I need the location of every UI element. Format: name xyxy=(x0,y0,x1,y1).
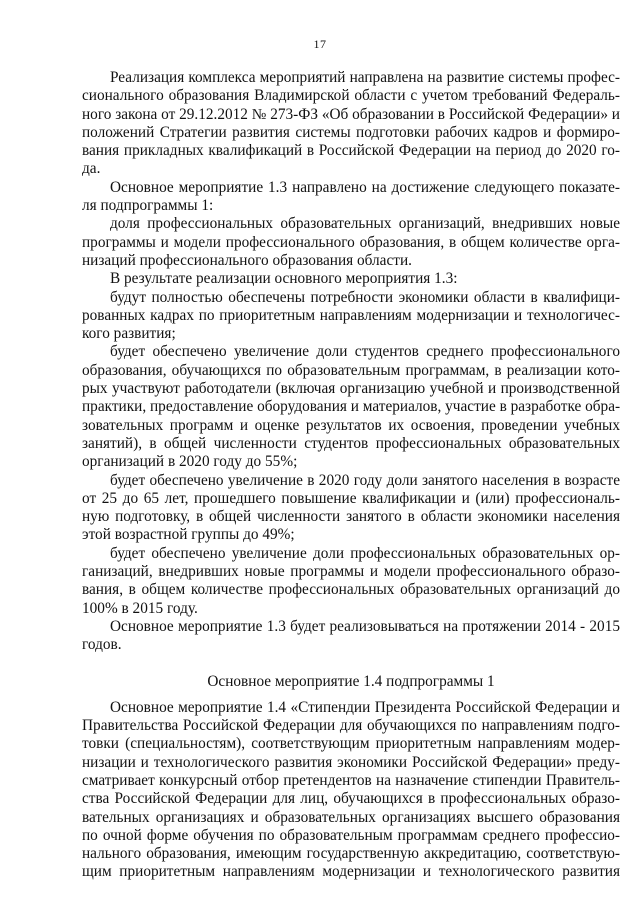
text-line: годов. xyxy=(82,636,122,654)
text-line: вания, в общем количестве профессиональных образовательных организаций до xyxy=(82,581,620,599)
paragraph xyxy=(82,343,620,471)
text-line: программы и модели профессионального образования, в общем количестве орга- xyxy=(82,233,620,251)
text-line: Основное мероприятие 1.4 «Стипендии Президента Российской Федерации и xyxy=(110,698,620,716)
text-line: низаций профессионального образования области. xyxy=(82,251,412,269)
text-line: по очной форме обучения по образовательным программам среднего профессио- xyxy=(82,826,620,844)
text-line: В результате реализации основного мероприятия 1.3: xyxy=(110,270,458,288)
text-line: ганизаций, внедривших новые программы и модели профессионального образо- xyxy=(82,563,620,581)
text-line: ля подпрограммы 1: xyxy=(82,197,214,215)
text-line: Основное мероприятие 1.3 будет реализовываться на протяжении 2014 - 2015 xyxy=(110,617,620,635)
text-line: этой возрастной группы до 49%; xyxy=(82,526,295,544)
text-line: ного закона от 29.12.2012 № 273-ФЗ «Об образовании в Российской Федерации» и xyxy=(82,105,620,123)
text-line: будет обеспечено увеличение доли профессиональных образовательных ор- xyxy=(110,544,620,562)
text-line: Основное мероприятие 1.3 направлено на достижение следующего показате- xyxy=(110,178,620,196)
text-line: щим приоритетным направлениям модернизации и технологического развития xyxy=(82,863,620,881)
text-line: Правительства Российской Федерации для обучающихся по направлениям подго- xyxy=(82,717,620,735)
text-line: сионального образования Владимирской области с учетом требований Федераль- xyxy=(82,87,620,105)
text-line: рованных кадрах по приоритетным направлениям модернизации и технологичес- xyxy=(82,306,620,324)
text-line: да. xyxy=(82,160,101,178)
text-line: зовательных программ и оценке результатов их освоения, проведении учебных xyxy=(82,416,620,434)
section-heading: Основное мероприятие 1.4 подпрограммы 1 xyxy=(207,672,495,690)
text-line: низации и технологического развития экономики Российской Федерации» преду- xyxy=(82,753,620,771)
text-line: практики, предоставление оборудования и материалов, участие в разработке обра- xyxy=(82,398,621,416)
paragraph xyxy=(82,545,620,618)
paragraph xyxy=(82,618,620,655)
text-line: нального образования, имеющим государственную аккредитацию, соответствую- xyxy=(82,845,620,863)
spacer xyxy=(82,655,620,673)
text-line: кого развития; xyxy=(82,325,176,343)
document-body xyxy=(82,69,620,882)
text-line: образования, обучающихся по образовательным программам, в реализации кото- xyxy=(82,361,620,379)
paragraph xyxy=(82,699,620,882)
paragraph xyxy=(82,179,620,216)
text-line: сматривает конкурсный отбор претендентов на назначение стипендии Правитель- xyxy=(82,771,620,789)
text-line: положений Стратегии развития системы подготовки рабочих кадров и формиро- xyxy=(82,123,620,141)
spacer xyxy=(82,691,620,699)
text-line: будут полностью обеспечены потребности экономики области в квалифици- xyxy=(110,288,620,306)
text-line: доля профессиональных образовательных организаций, внедривших новые xyxy=(110,215,620,233)
text-line: занятий), в общей численности студентов профессиональных образовательных xyxy=(82,434,620,452)
paragraph xyxy=(82,215,620,270)
text-line: Реализация комплекса мероприятий направлена на развитие системы профес- xyxy=(110,69,620,86)
text-line: ства Российской Федерации для лиц, обучающихся в профессиональных образо- xyxy=(82,790,620,808)
text-line: товки (специальностям), соответствующим приоритетным направлениям модер- xyxy=(82,735,620,753)
text-line: 100% в 2015 году. xyxy=(82,599,198,617)
text-line: вательных организациях и образовательных организациях высшего образования xyxy=(82,808,620,826)
page-number: 17 xyxy=(313,37,327,51)
paragraph xyxy=(82,289,620,344)
text-line: рых участвуют работодатели (включая организацию учебной и производственной xyxy=(82,380,620,398)
paragraph xyxy=(82,69,620,179)
text-line: вания прикладных квалификаций в Российской Федерации на период до 2020 го- xyxy=(82,142,620,160)
text-line: от 25 до 65 лет, прошедшего повышение квалификации и (или) профессиональ- xyxy=(82,489,620,507)
paragraph xyxy=(82,472,620,545)
text-line: будет обеспечено увеличение в 2020 году доли занятого населения в возрасте xyxy=(110,471,620,489)
text-line: ную подготовку, в общей численности занятого в области экономики населения xyxy=(82,508,620,526)
text-line: будет обеспечено увеличение доли студентов среднего профессионального xyxy=(110,343,620,361)
text-line: организаций в 2020 году до 55%; xyxy=(82,453,298,471)
paragraph xyxy=(82,270,620,288)
